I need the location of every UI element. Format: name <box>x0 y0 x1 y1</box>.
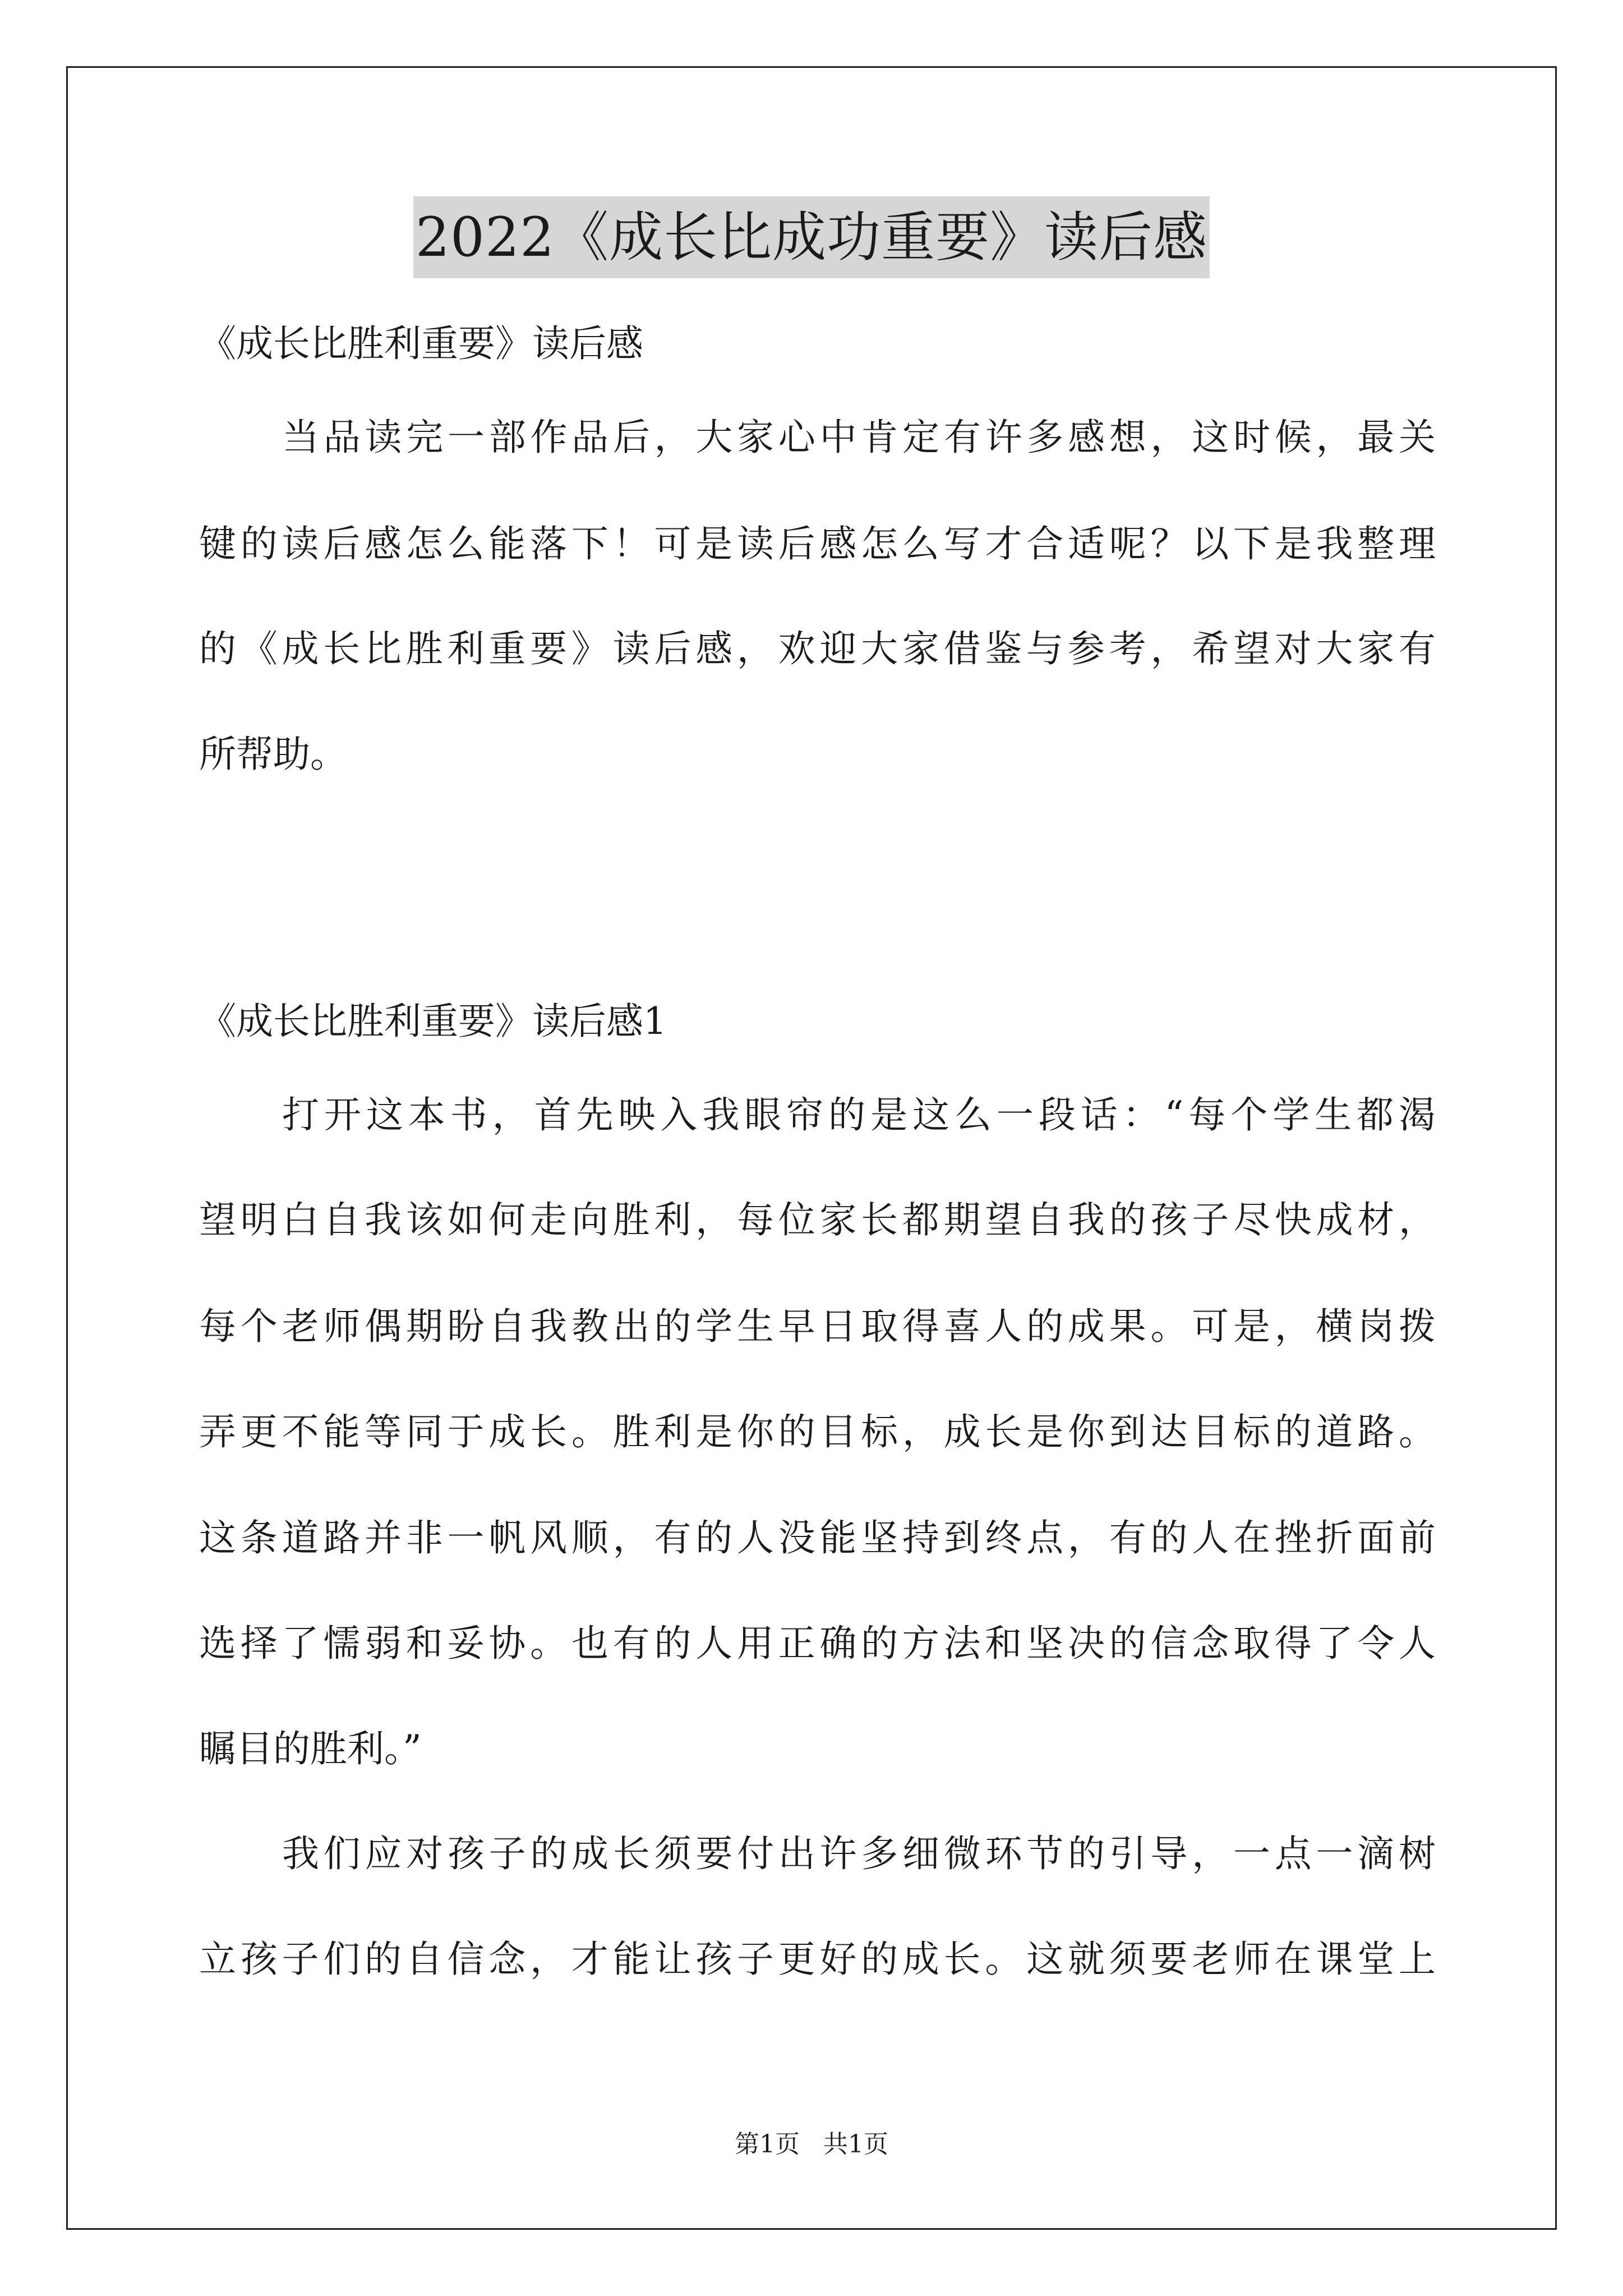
document-title: 2022《成长比成功重要》读后感 <box>413 196 1210 278</box>
section-heading-1: 《成长比胜利重要》读后感1 <box>199 1000 667 1043</box>
paragraph-line: 我们应对孩子的成长须要付出许多细微环节的引导，一点一滴树 <box>282 1832 1436 1875</box>
paragraph-line: 望明白自我该如何走向胜利，每位家长都期望自我的孩子尽快成材， <box>199 1198 1436 1241</box>
intro-line: 的《成长比胜利重要》读后感，欢迎大家借鉴与参考，希望对大家有 <box>199 627 1436 670</box>
paragraph-line: 瞩目的胜利。” <box>199 1727 422 1770</box>
paragraph-line: 弄更不能等同于成长。胜利是你的目标，成长是你到达目标的道路。 <box>199 1410 1436 1453</box>
paragraph-line: 这条道路并非一帆风顺，有的人没能坚持到终点，有的人在挫折面前 <box>199 1516 1436 1559</box>
paragraph-line: 打开这本书，首先映入我眼帘的是这么一段话：“每个学生都渴 <box>282 1093 1436 1137</box>
section-heading-intro: 《成长比胜利重要》读后感 <box>199 322 643 365</box>
intro-line: 所帮助。 <box>199 733 347 776</box>
paragraph-line: 选择了懦弱和妥协。也有的人用正确的方法和坚决的信念取得了令人 <box>199 1622 1436 1665</box>
page-border <box>66 66 1557 2230</box>
page-number-footer: 第1页 共1页 <box>735 2130 888 2159</box>
paragraph-line: 立孩子们的自信念，才能让孩子更好的成长。这就须要老师在课堂上 <box>199 1938 1436 1981</box>
intro-line: 当品读完一部作品后，大家心中肯定有许多感想，这时候，最关 <box>282 416 1436 459</box>
title-block <box>0 196 1623 278</box>
paragraph-line: 每个老师偶期盼自我教出的学生早日取得喜人的成果。可是，横岗拨 <box>199 1305 1436 1348</box>
intro-line: 键的读后感怎么能落下！可是读后感怎么写才合适呢？以下是我整理 <box>199 522 1436 565</box>
